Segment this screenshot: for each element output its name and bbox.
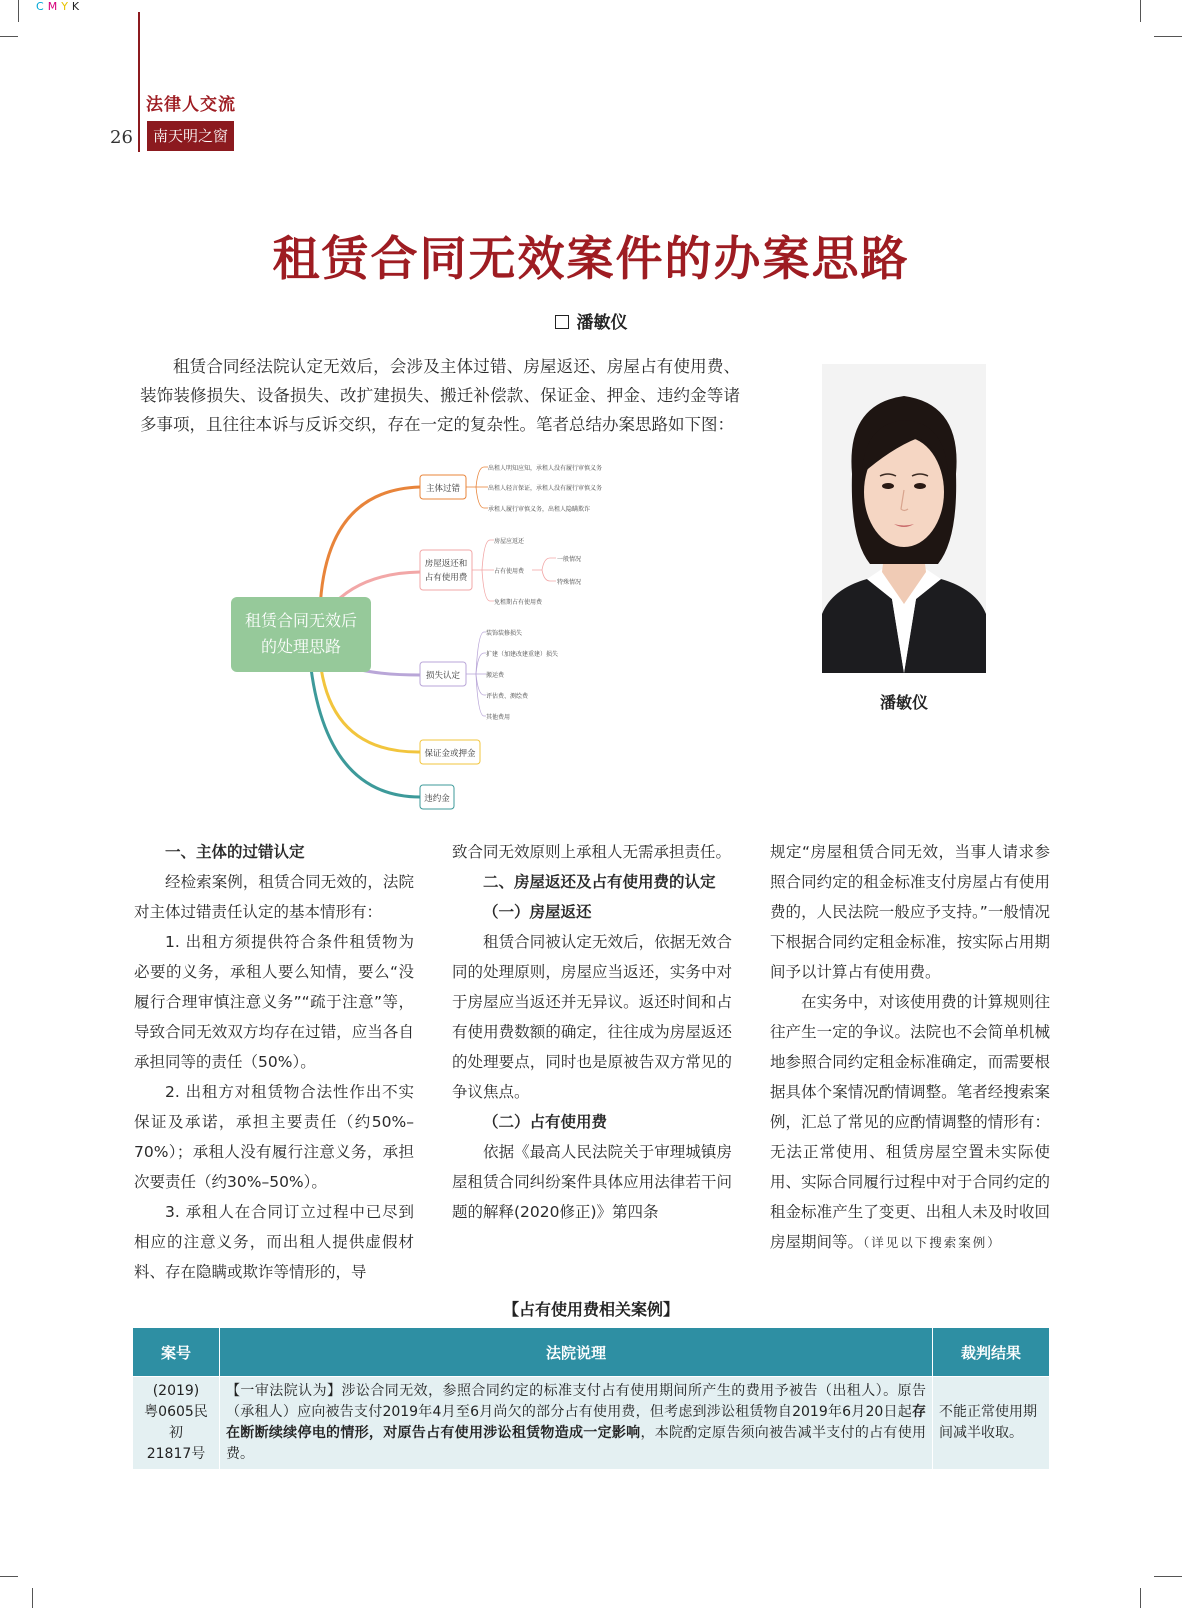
- author-name: 潘敏仪: [576, 313, 628, 333]
- text-column-1: [134, 837, 414, 1287]
- branch-label-line2: 占有使用费: [424, 573, 468, 583]
- paragraph: 2. 出租方对租赁物合法性作出不实保证及承诺，承担主要责任（约50%–70%）；承租人没有履行注意义务，承担次要责任（约30%–50%）。: [134, 1083, 414, 1191]
- paragraph: 规定“房屋租赁合同无效，当事人请求参照合同约定的租金标准支付房屋占有使用费的，人民法院一般应予支持。”一般情况下根据合同约定租金标准，按实际占用期间予以计算占有使用费。: [770, 843, 1050, 981]
- case-number-cell: (2019) 粤0605民初 21817号: [133, 1377, 220, 1470]
- crop-mark: [1140, 1588, 1141, 1608]
- paragraph: 致合同无效原则上承租人无需承担责任。: [452, 843, 732, 861]
- section-heading: 二、房屋返还及占有使用费的认定: [483, 873, 716, 891]
- paragraph: 经检索案例，租赁合同无效的，法院对主体过错责任认定的基本情形有：: [134, 873, 414, 921]
- paragraph: 3. 承租人在合同订立过程中已尽到相应的注意义务，而出租人提供虚假材料、存在隐瞒或欺诈等情形的，导: [134, 1203, 414, 1281]
- crop-mark: [1154, 1576, 1182, 1577]
- leaf-label: 出租人轻言保证，承租人没有履行审慎义务: [488, 485, 603, 492]
- square-icon: [555, 315, 569, 329]
- crop-mark: [32, 1588, 33, 1608]
- column-header: 案号: [133, 1328, 220, 1377]
- leaf-label: 扩建（加建改建重建）损失: [486, 651, 559, 658]
- court-reasoning-cell: 【一审法院认为】涉讼合同无效，参照合同约定的标准支付占有使用期间所产生的费用予被告（出租人）。原告（承租人）应向被告支付2019年4月至6月尚欠的部分占有使用费，但考虑到涉讼租赁物自2019年6月20日起存在断断续续停电的情形，对原告占有使用涉讼租赁物造成一定影响，本院酌定原告须向被告减半支付的占有使用费。: [220, 1377, 933, 1470]
- crop-mark: [0, 1576, 18, 1577]
- subsection-heading: （一）房屋返还: [483, 903, 592, 921]
- paragraph: 租赁合同被认定无效后，依据无效合同的处理原则，房屋应当返还，实务中对于房屋应当返还并无异议。返还时间和占有使用费数额的确定，往往成为房屋返还的处理要点，同时也是原被告双方常见的争议焦点。: [452, 933, 732, 1101]
- judgment-result-cell: 不能正常使用期间减半收取。: [933, 1377, 1050, 1470]
- leaf-label: 出租人明知应知，承租人没有履行审慎义务: [488, 465, 603, 472]
- author-byline: [0, 308, 1182, 333]
- leaf-label: 一般情况: [557, 556, 582, 563]
- branch-label: 主体过错: [425, 484, 461, 494]
- leaf-label: 免租期占有使用费: [494, 599, 543, 606]
- leaf-label: 占有使用费: [494, 568, 525, 575]
- branch-connector: [310, 660, 420, 797]
- leaf-label: 装饰装修损失: [486, 630, 523, 637]
- root-label-line1: 租赁合同无效后: [244, 611, 358, 630]
- paragraph: 依据《最高人民法院关于审理城镇房屋租赁合同纠纷案件具体应用法律若干问题的解释(2020修正)》第四条: [452, 1143, 732, 1221]
- text-column-3: [770, 837, 1050, 1258]
- column-header: 裁判结果: [933, 1328, 1050, 1377]
- crop-mark: [1154, 36, 1182, 37]
- branch-label-line1: 房屋返还和: [424, 559, 468, 569]
- branch-label: 保证金或押金: [424, 749, 476, 759]
- leaf-label: 搬运费: [486, 672, 505, 679]
- crop-mark: [18, 0, 19, 22]
- section-name: 法律人交流: [146, 95, 236, 115]
- branch-label: 损失认定: [425, 671, 461, 681]
- table-header-row: [133, 1328, 1050, 1377]
- article-title: 租赁合同无效案件的办案思路: [272, 232, 910, 287]
- table-caption: 【占有使用费相关案例】: [502, 1300, 679, 1319]
- root-node: [231, 597, 371, 672]
- page-number: 26: [110, 127, 133, 148]
- subsection-heading: （二）占有使用费: [483, 1113, 608, 1131]
- crop-mark: [0, 36, 18, 37]
- column-header: 法院说理: [220, 1328, 933, 1377]
- paragraph: 1. 出租方须提供符合条件租赁物为必要的义务，承租人要么知情，要么“没履行合理审慎注意义务”“疏于注意”等，导致合同无效双方均存在过错，应当各自承担同等的责任（50%）。: [134, 933, 414, 1071]
- case-table: [132, 1327, 1050, 1470]
- branch-connector: [320, 487, 420, 610]
- text-column-2: [452, 837, 732, 1227]
- paragraph: 在实务中，对该使用费的计算规则往往产生一定的争议。法院也不会简单机械地参照合同约定租金标准确定，而需要根据具体个案情况酌情调整。笔者经搜索案例，汇总了常见的应酌情调整的情形有：无法正常使用、租赁房屋空置未实际使用、实际合同履行过程中对于合同约定的租金标准产生了变更、出租人未及时收回房屋期间等。（详见以下搜索案例）: [770, 993, 1050, 1251]
- column-name: 南天明之窗: [147, 121, 234, 151]
- cmyk-mark: CMYK: [36, 0, 84, 13]
- intro-paragraph: 租赁合同经法院认定无效后，会涉及主体过错、房屋返还、房屋占有使用费、装饰装修损失、设备损失、改扩建损失、搬迁补偿款、保证金、押金、违约金等诸多事项，且往往本诉与反诉交织，存在一定的复杂性。笔者总结办案思路如下图：: [140, 357, 740, 434]
- table-row: [133, 1377, 1050, 1470]
- leaf-label: 评估费、测绘费: [486, 693, 529, 700]
- header-rule: [138, 12, 140, 152]
- leaf-label: 承租人履行审慎义务，出租人隐瞒欺诈: [488, 506, 591, 513]
- leaf-label: 房屋应返还: [494, 538, 525, 545]
- crop-mark: [1140, 0, 1141, 22]
- mind-map: [230, 465, 650, 830]
- leaf-label: 其他费用: [486, 714, 511, 721]
- section-heading: 一、主体的过错认定: [165, 843, 305, 861]
- branch-label: 违约金: [424, 794, 450, 804]
- root-label-line2: 的处理思路: [260, 637, 342, 656]
- leaf-label: 特殊情况: [557, 579, 582, 586]
- photo-caption: 潘敏仪: [879, 693, 928, 712]
- case-note: （详见以下搜索案例）: [863, 1235, 1002, 1250]
- author-photo: [822, 364, 986, 673]
